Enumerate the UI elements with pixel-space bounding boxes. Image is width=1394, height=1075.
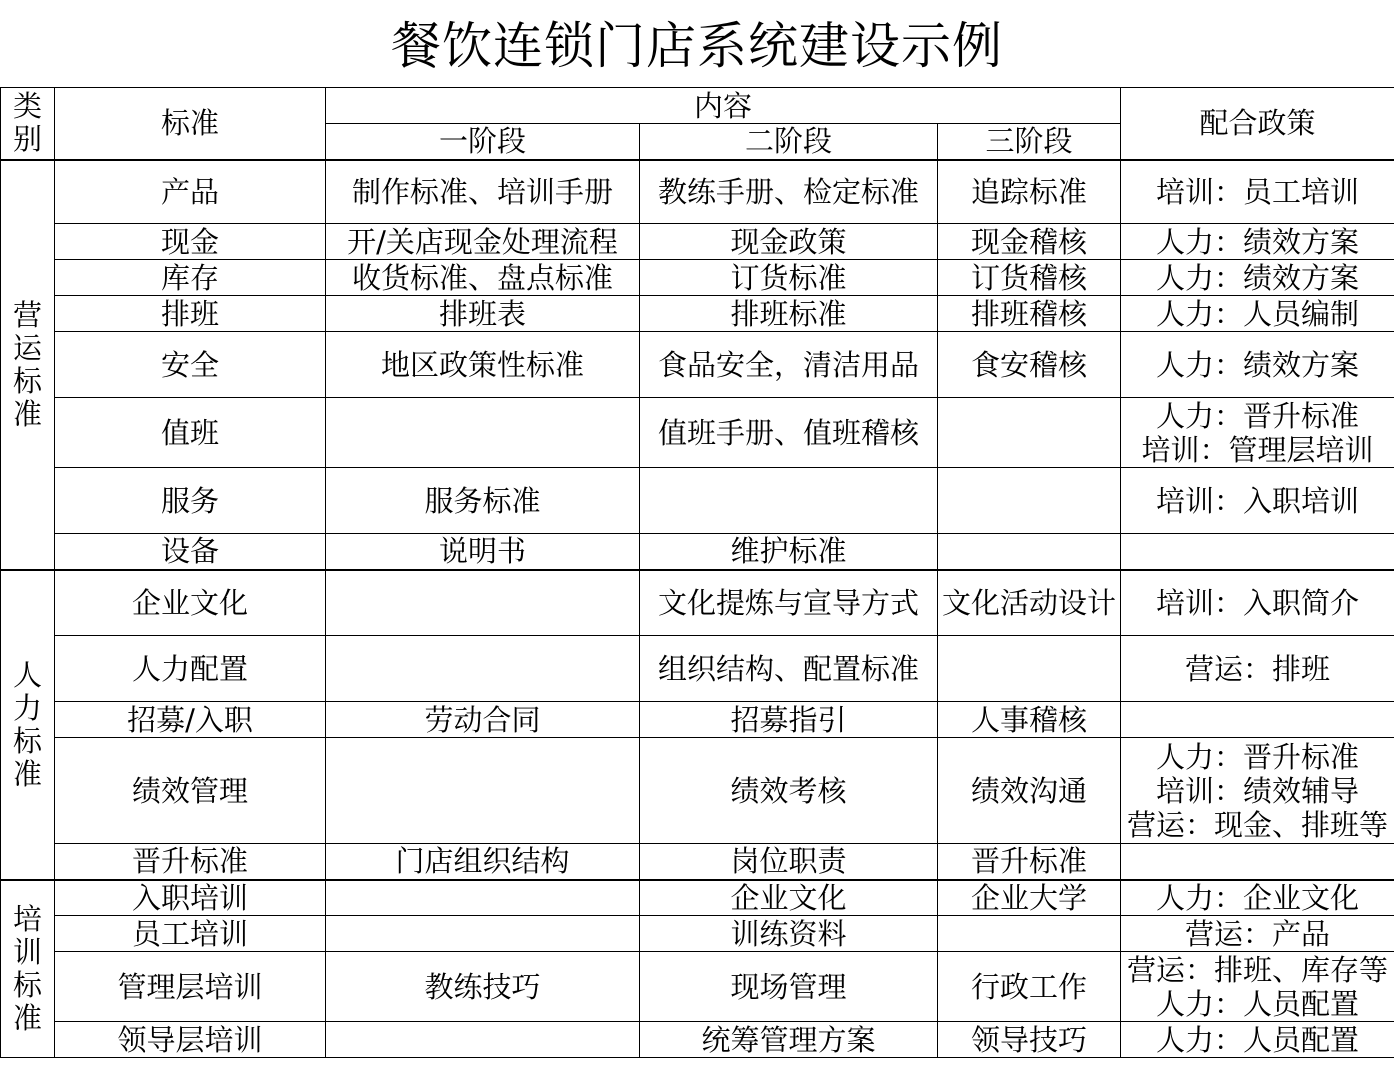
header-stage3: 三阶段 — [938, 124, 1121, 160]
stage3-cell: 追踪标准 — [938, 160, 1121, 224]
policy-cell — [1121, 570, 1394, 636]
stage3-cell: 行政工作 — [938, 952, 1121, 1022]
standard-cell: 产品 — [55, 160, 326, 224]
stage2-cell: 统筹管理方案 — [640, 1022, 938, 1058]
stage1-cell — [326, 570, 640, 636]
system-table — [0, 87, 1394, 1058]
standard-cell: 值班 — [55, 398, 326, 468]
stage1-cell: 制作标准、培训手册 — [326, 160, 640, 224]
category-cell: 人力标准 — [1, 570, 55, 880]
stage2-cell: 食品安全，清洁用品 — [640, 332, 938, 398]
policy-line: 人力：晋升标准 — [1155, 739, 1359, 774]
header-stage1: 一阶段 — [326, 124, 640, 160]
standard-cell: 晋升标准 — [55, 844, 326, 880]
policy-cell — [1121, 260, 1394, 296]
policy-cell — [1121, 702, 1394, 738]
table-row — [1, 398, 1394, 468]
header-category: 类别 — [1, 88, 55, 160]
policy-line: 营运：产品 — [1184, 916, 1330, 951]
standard-cell: 管理层培训 — [55, 952, 326, 1022]
stage2-cell: 现场管理 — [640, 952, 938, 1022]
stage2-cell: 训练资料 — [640, 916, 938, 952]
standard-cell: 领导层培训 — [55, 1022, 326, 1058]
stage3-cell: 人事稽核 — [938, 702, 1121, 738]
table-row — [1, 534, 1394, 570]
table-row — [1, 332, 1394, 398]
page-title: 餐饮连锁门店系统建设示例 — [391, 17, 1003, 75]
standard-cell: 员工培训 — [55, 916, 326, 952]
policy-cell — [1121, 738, 1394, 844]
table-row — [1, 1022, 1394, 1058]
standard-cell: 招募/入职 — [55, 702, 326, 738]
stage2-cell: 招募指引 — [640, 702, 938, 738]
stage3-cell — [938, 636, 1121, 702]
stage2-cell: 岗位职责 — [640, 844, 938, 880]
stage1-cell: 教练技巧 — [326, 952, 640, 1022]
standard-cell: 安全 — [55, 332, 326, 398]
stage3-cell: 绩效沟通 — [938, 738, 1121, 844]
standard-cell: 设备 — [55, 534, 326, 570]
table-row — [1, 570, 1394, 636]
policy-line: 人力：人员编制 — [1155, 296, 1359, 331]
policy-line: 人力：晋升标准 — [1155, 398, 1359, 433]
policy-cell — [1121, 224, 1394, 260]
table-row — [1, 468, 1394, 534]
stage2-cell: 订货标准 — [640, 260, 938, 296]
stage2-cell — [640, 468, 938, 534]
policy-cell — [1121, 636, 1394, 702]
stage1-cell — [326, 398, 640, 468]
stage3-cell: 晋升标准 — [938, 844, 1121, 880]
stage3-cell: 现金稽核 — [938, 224, 1121, 260]
policy-line: 营运：排班、库存等 — [1126, 952, 1388, 987]
policy-line: 培训：管理层培训 — [1141, 432, 1374, 467]
header-standard: 标准 — [55, 88, 326, 160]
stage1-cell: 服务标准 — [326, 468, 640, 534]
stage3-cell: 企业大学 — [938, 880, 1121, 916]
standard-cell: 服务 — [55, 468, 326, 534]
header-stage2: 二阶段 — [640, 124, 938, 160]
table-row — [1, 880, 1394, 916]
policy-line: 培训：绩效辅导 — [1155, 773, 1359, 808]
standard-cell: 入职培训 — [55, 880, 326, 916]
table-row — [1, 916, 1394, 952]
policy-line: 营运：现金、排班等 — [1126, 807, 1388, 842]
stage1-cell — [326, 916, 640, 952]
stage2-cell: 教练手册、检定标准 — [640, 160, 938, 224]
policy-cell — [1121, 1022, 1394, 1058]
stage2-cell: 绩效考核 — [640, 738, 938, 844]
stage2-cell: 文化提炼与宣导方式 — [640, 570, 938, 636]
policy-cell — [1121, 332, 1394, 398]
policy-cell — [1121, 880, 1394, 916]
stage3-cell: 食安稽核 — [938, 332, 1121, 398]
table-row — [1, 702, 1394, 738]
policy-cell — [1121, 160, 1394, 224]
stage3-cell — [938, 916, 1121, 952]
policy-cell — [1121, 398, 1394, 468]
stage3-cell — [938, 398, 1121, 468]
stage1-cell: 门店组织结构 — [326, 844, 640, 880]
stage1-cell: 地区政策性标准 — [326, 332, 640, 398]
stage1-cell: 排班表 — [326, 296, 640, 332]
standard-cell: 企业文化 — [55, 570, 326, 636]
category-cell: 营运标准 — [1, 160, 55, 570]
policy-line: 培训：员工培训 — [1155, 174, 1359, 209]
table-row — [1, 738, 1394, 844]
policy-line: 培训：入职培训 — [1155, 483, 1359, 518]
stage2-cell: 值班手册、值班稽核 — [640, 398, 938, 468]
stage1-cell: 开/关店现金处理流程 — [326, 224, 640, 260]
stage2-cell: 企业文化 — [640, 880, 938, 916]
stage2-cell: 现金政策 — [640, 224, 938, 260]
policy-line: 人力：企业文化 — [1155, 880, 1359, 915]
header-policy: 配合政策 — [1121, 88, 1394, 160]
table-row — [1, 952, 1394, 1022]
standard-cell: 现金 — [55, 224, 326, 260]
header-row-1 — [1, 88, 1394, 124]
policy-line: 人力：人员配置 — [1155, 1022, 1359, 1057]
table-row — [1, 224, 1394, 260]
standard-cell: 排班 — [55, 296, 326, 332]
stage2-cell: 维护标准 — [640, 534, 938, 570]
stage1-cell — [326, 636, 640, 702]
stage2-cell: 排班标准 — [640, 296, 938, 332]
stage1-cell: 说明书 — [326, 534, 640, 570]
stage3-cell — [938, 534, 1121, 570]
standard-cell: 人力配置 — [55, 636, 326, 702]
policy-line: 培训：入职简介 — [1155, 585, 1359, 620]
stage3-cell: 文化活动设计 — [938, 570, 1121, 636]
category-cell: 培训标准 — [1, 880, 55, 1058]
stage3-cell: 订货稽核 — [938, 260, 1121, 296]
policy-cell — [1121, 844, 1394, 880]
policy-line: 人力：绩效方案 — [1155, 260, 1359, 295]
policy-line: 营运：排班 — [1184, 651, 1330, 686]
policy-cell — [1121, 952, 1394, 1022]
stage1-cell — [326, 738, 640, 844]
table-row — [1, 160, 1394, 224]
policy-cell — [1121, 534, 1394, 570]
stage3-cell: 排班稽核 — [938, 296, 1121, 332]
table-row — [1, 636, 1394, 702]
stage3-cell — [938, 468, 1121, 534]
policy-cell — [1121, 296, 1394, 332]
stage1-cell — [326, 880, 640, 916]
policy-cell — [1121, 916, 1394, 952]
policy-line: 人力：人员配置 — [1155, 986, 1359, 1021]
stage3-cell: 领导技巧 — [938, 1022, 1121, 1058]
policy-line: 人力：绩效方案 — [1155, 224, 1359, 259]
table-row — [1, 844, 1394, 880]
stage1-cell — [326, 1022, 640, 1058]
table-row — [1, 260, 1394, 296]
stage1-cell: 劳动合同 — [326, 702, 640, 738]
header-content: 内容 — [326, 88, 1121, 124]
table-row — [1, 296, 1394, 332]
standard-cell: 绩效管理 — [55, 738, 326, 844]
policy-cell — [1121, 468, 1394, 534]
stage1-cell: 收货标准、盘点标准 — [326, 260, 640, 296]
standard-cell: 库存 — [55, 260, 326, 296]
policy-line: 人力：绩效方案 — [1155, 347, 1359, 382]
stage2-cell: 组织结构、配置标准 — [640, 636, 938, 702]
